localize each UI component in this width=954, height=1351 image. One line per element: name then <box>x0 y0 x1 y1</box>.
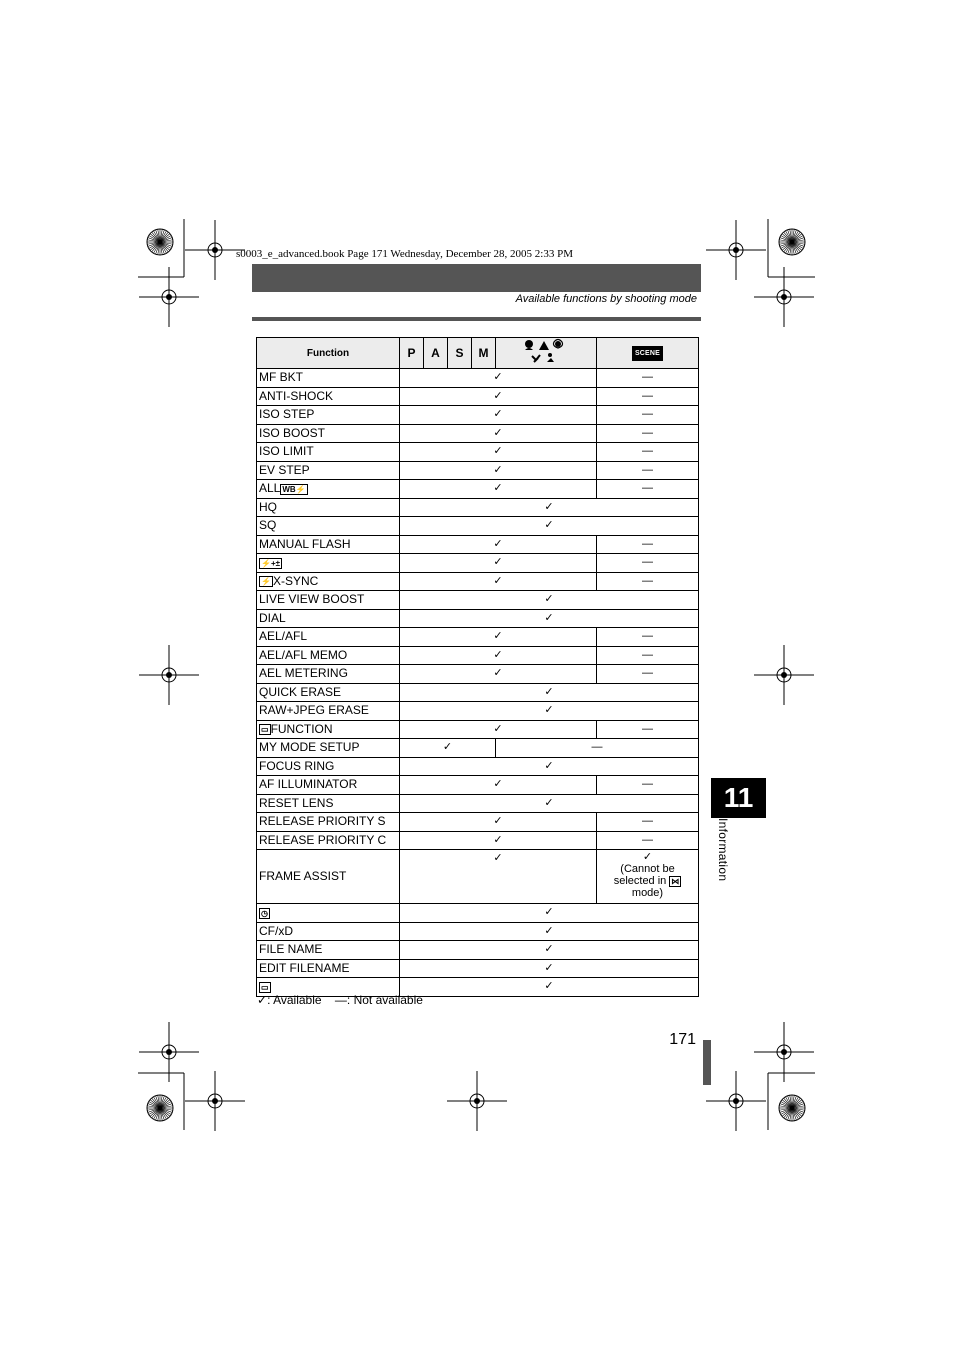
function-name-cell <box>257 794 400 813</box>
table-row <box>257 443 699 462</box>
book-info-line: s0003_e_advanced.book Page 171 Wednesday, December 28, 2005 2:33 PM <box>236 248 573 260</box>
flash-icon: ⚡ <box>261 577 271 587</box>
functions-table <box>256 337 699 997</box>
availability-cell: ✓ <box>400 628 597 647</box>
function-name-cell <box>257 498 400 517</box>
function-name-cell <box>257 646 400 665</box>
function-label: FOCUS RING <box>259 758 335 773</box>
availability-cell: ✓ <box>400 480 597 499</box>
function-label: MF BKT <box>259 370 303 385</box>
function-label: RAW+JPEG ERASE <box>259 703 369 718</box>
column-header-m: M <box>472 338 496 369</box>
scene-availability-cell: — <box>496 739 699 758</box>
wb-flash-icon: WB⚡ <box>282 484 306 494</box>
page-number-bar <box>703 1040 711 1085</box>
scene-availability-cell: — <box>597 628 699 647</box>
function-label: AEL/AFL <box>259 629 308 644</box>
scene-availability-cell: — <box>597 831 699 850</box>
table-row <box>257 757 699 776</box>
table-row <box>257 572 699 591</box>
table-row <box>257 461 699 480</box>
function-name-cell <box>257 572 400 591</box>
scene-availability-cell: — <box>597 554 699 573</box>
scene-note-line: (Cannot be <box>620 863 675 875</box>
scene-note-line: mode) <box>631 887 664 899</box>
check-mark: ✓ <box>642 851 653 863</box>
column-header-scene-icons <box>496 338 597 369</box>
availability-cell: ✓ <box>400 572 597 591</box>
function-label: EDIT FILENAME <box>259 960 350 975</box>
function-label: MY MODE SETUP <box>259 740 360 755</box>
table-row <box>257 904 699 923</box>
availability-cell: ✓ <box>400 702 699 721</box>
function-label: ISO LIMIT <box>259 444 314 459</box>
function-label: MANUAL FLASH <box>259 536 351 551</box>
scene-availability-cell: — <box>597 665 699 684</box>
function-label: FILE NAME <box>259 942 323 957</box>
availability-cell: ✓ <box>400 794 699 813</box>
table-row <box>257 813 699 832</box>
scene-availability-cell: — <box>597 776 699 795</box>
function-label: ISO BOOST <box>259 425 326 440</box>
availability-cell: ✓ <box>400 720 597 739</box>
scene-availability-cell: — <box>597 646 699 665</box>
availability-cell: ✓ <box>400 387 597 406</box>
scene-availability-cell: — <box>597 443 699 462</box>
table-row <box>257 480 699 499</box>
table-row <box>257 739 699 758</box>
function-label: FRAME ASSIST <box>259 869 347 883</box>
scene-note-text: selected in <box>613 875 667 887</box>
scene-availability-cell: — <box>597 813 699 832</box>
function-label: ANTI-SHOCK <box>259 388 334 403</box>
scene-availability-cell: — <box>597 387 699 406</box>
function-name-cell <box>257 776 400 795</box>
function-name-cell <box>257 850 400 904</box>
function-label: CF/xD <box>259 923 293 938</box>
clock-icon: ◷ <box>261 908 268 918</box>
scene-availability-cell <box>597 850 699 904</box>
table-row <box>257 720 699 739</box>
function-label: LIVE VIEW BOOST <box>259 592 365 607</box>
function-name-cell <box>257 424 400 443</box>
function-name-cell <box>257 702 400 721</box>
scene-availability-cell: — <box>597 572 699 591</box>
scene-availability-cell: — <box>597 369 699 388</box>
availability-cell: ✓ <box>400 554 597 573</box>
chapter-label: Information <box>716 818 730 882</box>
scene-note-line <box>599 875 696 887</box>
section-title: Available functions by shooting mode <box>515 293 697 305</box>
table-row <box>257 941 699 960</box>
availability-cell: ✓ <box>400 461 597 480</box>
function-name-cell <box>257 609 400 628</box>
function-name-cell <box>257 443 400 462</box>
scene-mode-icon: SCENE <box>632 346 663 361</box>
table-row <box>257 794 699 813</box>
column-header-function: Function <box>257 338 400 369</box>
function-name-cell <box>257 665 400 684</box>
function-label: RELEASE PRIORITY C <box>259 832 387 847</box>
table-header-row <box>257 338 699 369</box>
availability-cell: ✓ <box>400 665 597 684</box>
table-row <box>257 665 699 684</box>
function-name-cell <box>257 387 400 406</box>
function-name-cell <box>257 739 400 758</box>
function-name-cell <box>257 720 400 739</box>
table-row <box>257 609 699 628</box>
table-legend <box>257 993 423 1007</box>
table-row <box>257 922 699 941</box>
availability-cell: ✓ <box>400 609 699 628</box>
table-row <box>257 387 699 406</box>
availability-cell: ✓ <box>400 443 597 462</box>
page-number: 171 <box>669 1031 696 1048</box>
column-header-s: S <box>448 338 472 369</box>
function-name-cell <box>257 757 400 776</box>
column-header-a: A <box>424 338 448 369</box>
function-label: AF ILLUMINATOR <box>259 777 358 792</box>
table-row <box>257 831 699 850</box>
sequential-shooting-icon: ▭ <box>261 725 269 735</box>
function-name-cell <box>257 369 400 388</box>
function-name-cell <box>257 831 400 850</box>
function-name-cell <box>257 628 400 647</box>
function-label: QUICK ERASE <box>259 684 342 699</box>
function-label: RELEASE PRIORITY S <box>259 814 386 829</box>
availability-cell: ✓ <box>400 535 597 554</box>
scene-availability-cell: — <box>597 424 699 443</box>
function-label: ALL <box>259 481 281 496</box>
function-name-cell <box>257 959 400 978</box>
scene-availability-cell: — <box>597 406 699 425</box>
flash-compensation-exposure-compensation-icon: ⚡+± <box>261 558 281 568</box>
availability-cell: ✓ <box>400 517 699 536</box>
function-label: HQ <box>259 499 277 514</box>
function-name-cell <box>257 904 400 923</box>
scene-availability-cell: — <box>597 535 699 554</box>
function-name-cell <box>257 517 400 536</box>
availability-cell: ✓ <box>400 406 597 425</box>
header-bar <box>252 264 701 292</box>
function-name-cell <box>257 406 400 425</box>
availability-cell: ✓ <box>400 646 597 665</box>
table-row <box>257 369 699 388</box>
table-row <box>257 535 699 554</box>
function-label: DIAL <box>259 610 286 625</box>
availability-cell: ✓ <box>400 757 699 776</box>
availability-cell: ✓ <box>400 922 699 941</box>
table-row <box>257 646 699 665</box>
availability-cell: ✓ <box>400 850 597 904</box>
table-row <box>257 776 699 795</box>
column-header-scene <box>597 338 699 369</box>
table-row <box>257 498 699 517</box>
not-available-dash-icon: — <box>334 993 347 1007</box>
table-row <box>257 591 699 610</box>
availability-cell: ✓ <box>400 831 597 850</box>
table-row <box>257 554 699 573</box>
availability-cell: ✓ <box>400 941 699 960</box>
table-row <box>257 683 699 702</box>
function-label: RESET LENS <box>259 795 334 810</box>
monitor-brightness-icon: ▭ <box>261 982 269 992</box>
available-check-icon: ✓ <box>257 993 268 1007</box>
availability-cell: ✓ <box>400 813 597 832</box>
table-row <box>257 628 699 647</box>
function-name-cell <box>257 922 400 941</box>
panorama-mode-icon: ⋈ <box>671 876 680 886</box>
availability-cell: ✓ <box>400 369 597 388</box>
function-label: FUNCTION <box>270 721 333 736</box>
availability-cell: ✓ <box>400 683 699 702</box>
scene-availability-cell: — <box>597 480 699 499</box>
available-text: : Available <box>267 993 322 1007</box>
function-name-cell <box>257 535 400 554</box>
availability-cell: ✓ <box>400 959 699 978</box>
scene-availability-cell: — <box>597 720 699 739</box>
function-name-cell <box>257 461 400 480</box>
table-row <box>257 424 699 443</box>
function-label: X-SYNC <box>272 573 319 588</box>
table-row <box>257 850 699 904</box>
chapter-tab: 11 <box>711 778 766 818</box>
table-row <box>257 406 699 425</box>
function-name-cell <box>257 813 400 832</box>
availability-cell: ✓ <box>400 498 699 517</box>
function-name-cell <box>257 683 400 702</box>
table-row <box>257 959 699 978</box>
function-label: SQ <box>259 518 277 533</box>
column-header-p: P <box>400 338 424 369</box>
availability-cell: ✓ <box>400 978 699 997</box>
availability-cell: ✓ <box>400 424 597 443</box>
function-name-cell <box>257 591 400 610</box>
scene-availability-cell: — <box>597 461 699 480</box>
table-row <box>257 517 699 536</box>
table-row <box>257 702 699 721</box>
function-name-cell <box>257 480 400 499</box>
function-label: EV STEP <box>259 462 310 477</box>
function-name-cell <box>257 554 400 573</box>
function-label: ISO STEP <box>259 407 315 422</box>
availability-cell: ✓ <box>400 904 699 923</box>
header-rule <box>252 317 701 321</box>
function-label: AEL METERING <box>259 666 348 681</box>
function-label: AEL/AFL MEMO <box>259 647 348 662</box>
portrait-landscape-macro-sport-night-icon <box>522 338 570 364</box>
availability-cell: ✓ <box>400 591 699 610</box>
availability-cell: ✓ <box>400 739 496 758</box>
not-available-text: : Not available <box>346 993 423 1007</box>
function-name-cell <box>257 941 400 960</box>
availability-cell: ✓ <box>400 776 597 795</box>
